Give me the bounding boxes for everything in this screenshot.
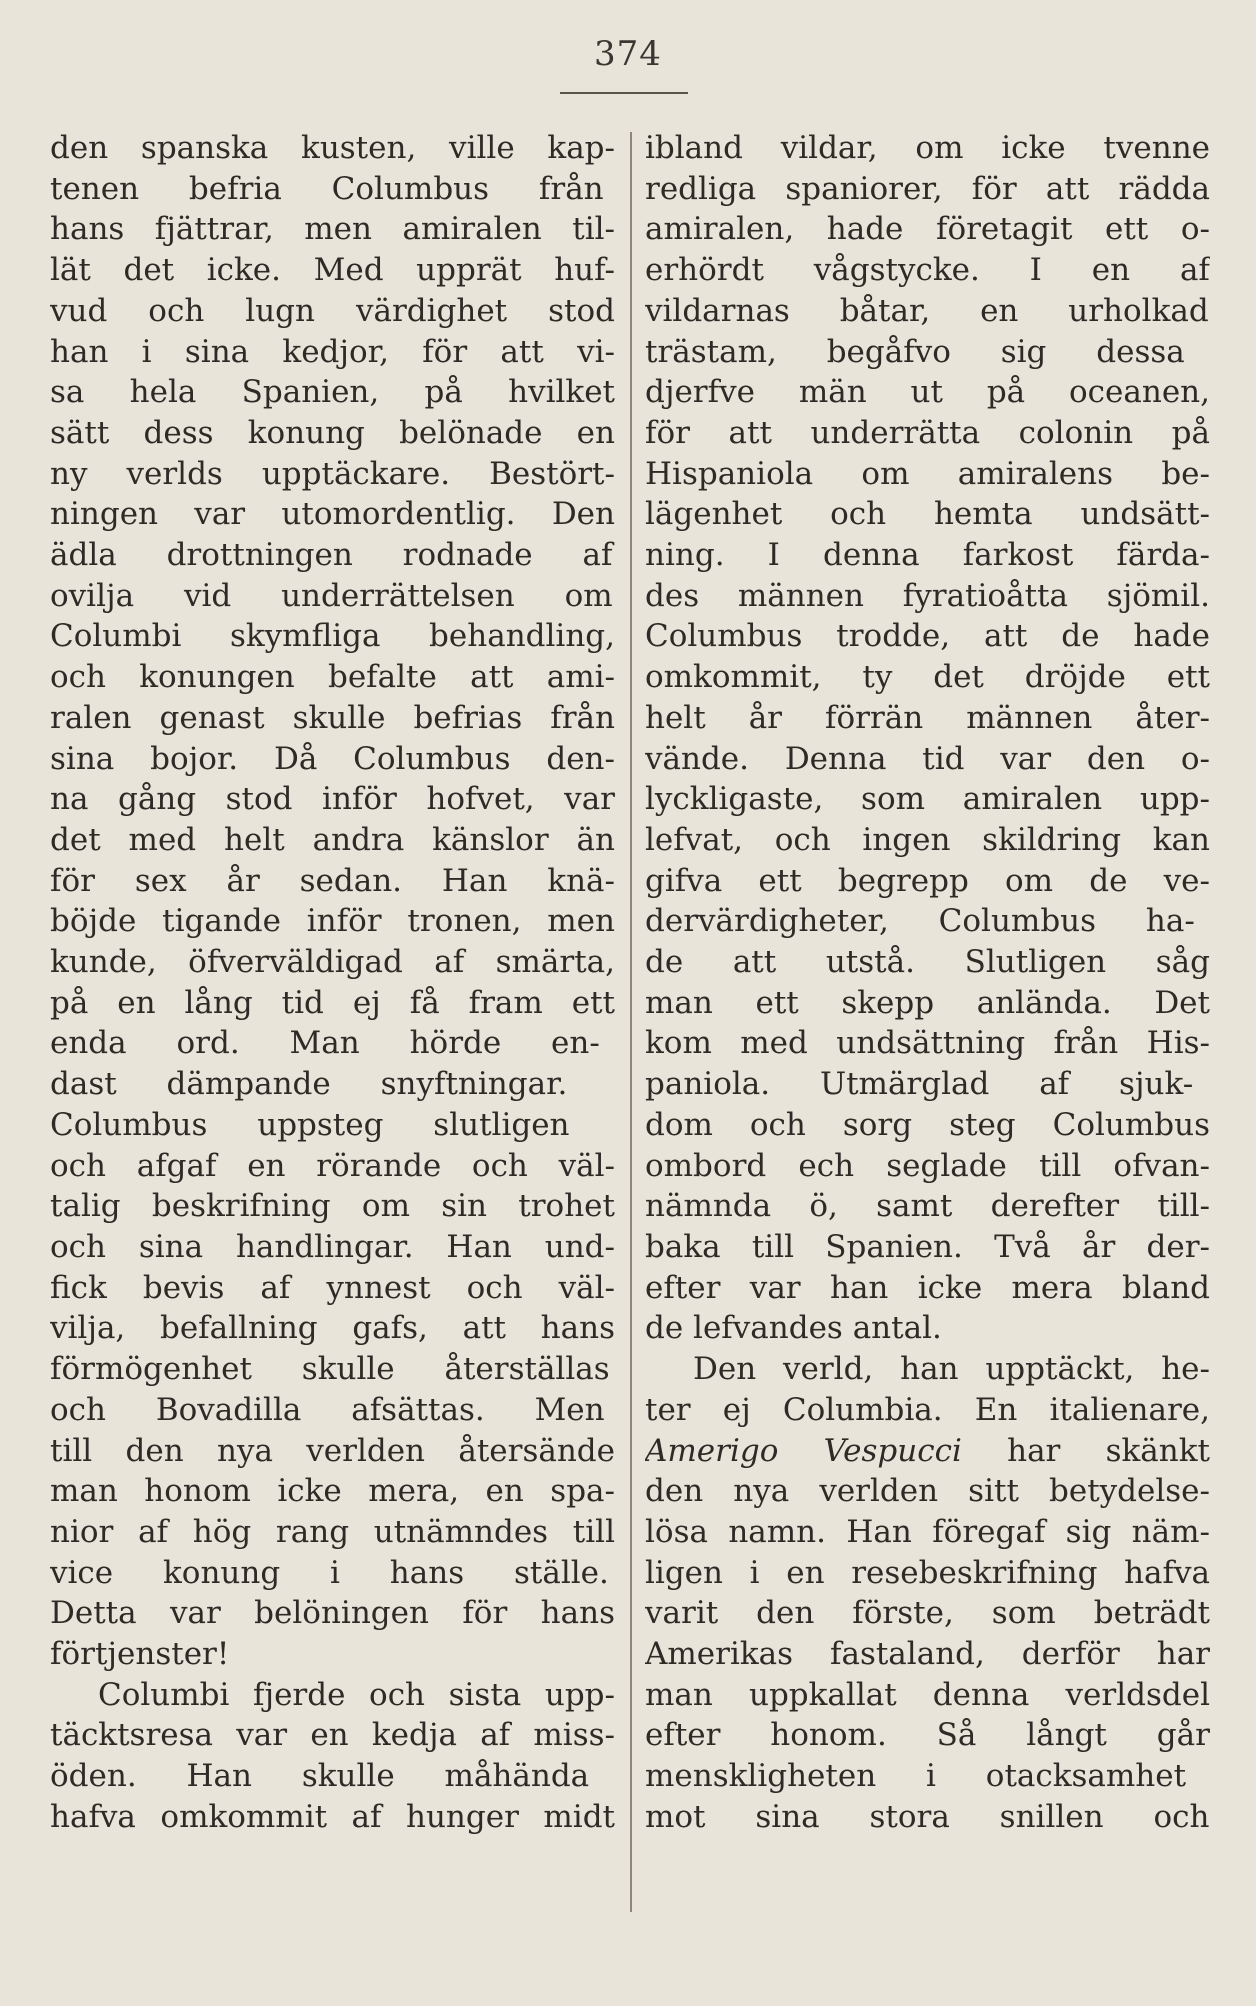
text-line: vildarnas båtar, en urholkad [645, 292, 1209, 329]
text-line: trästam, begåfvo sig dessa [645, 333, 1185, 370]
text-line: menskligheten i otacksamhet [645, 1758, 1187, 1795]
text-line: efter honom. Så långt går [645, 1717, 1210, 1754]
text-line: kunde, öfverväldigad af smärta, [50, 944, 615, 981]
text-line: vud och lugn värdighet stod [50, 292, 615, 329]
text-line: des männen fyratioåtta sjömil. [645, 577, 1210, 614]
text-line: sätt dess konung belönade en [50, 414, 615, 451]
text-line: Amerikas fastaland, derför har [645, 1636, 1210, 1673]
text-line: och Bovadilla afsättas. Men [50, 1391, 605, 1428]
text-line: nior af hög rang utnämndes till [50, 1513, 615, 1550]
text-line: och sina handlingar. Han und- [50, 1228, 615, 1265]
text-line: täcktsresa var en kedja af miss- [50, 1717, 615, 1754]
text-line: till den nya verlden återsände [50, 1432, 615, 1469]
text-line: ning. I denna farkost färda- [645, 537, 1210, 574]
text-line: varit den förste, som beträdt [645, 1595, 1210, 1632]
text-line: ningen var utomordentlig. Den [50, 496, 615, 533]
text-line: öden. Han skulle måhända [50, 1758, 590, 1795]
text-line: ovilja vid underrättelsen om [50, 577, 613, 614]
text-line: kom med undsättning från His- [645, 1025, 1210, 1062]
text-line: man uppkallat denna verldsdel [645, 1676, 1210, 1713]
text-line: efter var han icke mera bland [645, 1269, 1210, 1306]
text-line: baka till Spanien. Två år der- [645, 1228, 1210, 1265]
page-number: 374 [594, 34, 662, 74]
text-line: vände. Denna tid var den o- [645, 740, 1210, 777]
text-line: de lefvandes antal. [645, 1310, 942, 1347]
text-line: lösa namn. Han föregaf sig näm- [645, 1513, 1210, 1550]
text-line: Detta var belöningen för hans [50, 1595, 615, 1632]
text-line: vice konung i hans ställe. [50, 1554, 609, 1591]
text-line: paniola. Utmärglad af sjuk- [645, 1066, 1194, 1103]
text-line: amiralen, hade företagit ett o- [645, 211, 1210, 248]
text-line: ombord ech seglade till ofvan- [645, 1147, 1210, 1184]
text-line: tenen befria Columbus från [50, 170, 604, 207]
text-line: dom och sorg steg Columbus [645, 1106, 1210, 1143]
text-line: redliga spaniorer, för att rädda [645, 170, 1210, 207]
column-divider [630, 132, 632, 1912]
text-line: förtjenster! [50, 1636, 230, 1673]
text-line: förmögenhet skulle återställas [50, 1351, 610, 1388]
text-line: lyckligaste, som amiralen upp- [645, 781, 1210, 818]
text-line: ny verlds upptäckare. Bestört- [50, 455, 615, 492]
left-text-column [50, 128, 615, 1928]
right-text-column [645, 128, 1210, 1928]
text-line: han i sina kedjor, för att vi- [50, 333, 615, 370]
text-line: mot sina stora snillen och [645, 1798, 1210, 1835]
text-line: fick bevis af ynnest och väl- [50, 1269, 615, 1306]
text-line: Columbi fjerde och sista upp- [98, 1676, 615, 1713]
text-line: Columbus trodde, att de hade [645, 618, 1210, 655]
text-line: nämnda ö, samt derefter till- [645, 1188, 1210, 1225]
text-line: lägenhet och hemta undsätt- [645, 496, 1210, 533]
text-line: ralen genast skulle befrias från [50, 699, 615, 736]
text-line: talig beskrifning om sin trohet [50, 1188, 615, 1225]
text-line: Columbus uppsteg slutligen [50, 1106, 570, 1143]
text-line: hans fjättrar, men amiralen til- [50, 211, 615, 248]
text-line: på en lång tid ej få fram ett [50, 984, 615, 1021]
text-line: den spanska kusten, ville kap- [50, 130, 615, 166]
text-line: dast dämpande snyftningar. [50, 1066, 568, 1103]
text-line: ligen i en resebeskrifning hafva [645, 1554, 1210, 1591]
text-line: för sex år sedan. Han knä- [50, 862, 615, 899]
text-line: lät det icke. Med upprät huf- [50, 252, 615, 289]
text-line: Amerigo Vespucci har skänkt [645, 1432, 1210, 1469]
text-line: Columbi skymfliga behandling, [50, 618, 615, 655]
text-line: de att utstå. Slutligen såg [645, 944, 1210, 981]
text-line: gifva ett begrepp om de ve- [645, 862, 1210, 899]
text-line: sa hela Spanien, på hvilket [50, 374, 615, 411]
text-line: dervärdigheter, Columbus ha- [645, 903, 1195, 940]
text-line: hafva omkommit af hunger midt [50, 1798, 615, 1835]
text-line: man honom icke mera, en spa- [50, 1473, 615, 1510]
text-line: enda ord. Man hörde en- [50, 1025, 600, 1062]
text-line: ter ej Columbia. En italienare, [645, 1391, 1210, 1428]
text-line: na gång stod inför hofvet, var [50, 781, 615, 818]
text-line: ibland vildar, om icke tvenne [645, 130, 1210, 166]
text-line: det med helt andra känslor än [50, 821, 615, 858]
text-line: och afgaf en rörande och väl- [50, 1147, 615, 1184]
text-line: Den verld, han upptäckt, he- [693, 1351, 1210, 1388]
text-line: djerfve män ut på oceanen, [645, 374, 1210, 411]
text-line: den nya verlden sitt betydelse- [645, 1473, 1210, 1510]
text-line: omkommit, ty det dröjde ett [645, 659, 1210, 696]
text-line: lefvat, och ingen skildring kan [645, 821, 1210, 858]
text-line: böjde tigande inför tronen, men [50, 903, 615, 940]
text-line: man ett skepp anlända. Det [645, 984, 1210, 1021]
text-line: sina bojor. Då Columbus den- [50, 740, 615, 777]
text-line: helt år förrän männen åter- [645, 699, 1210, 736]
text-line: vilja, befallning gafs, att hans [50, 1310, 615, 1347]
header-rule [560, 92, 688, 94]
italic-name: Amerigo Vespucci [645, 1432, 962, 1469]
text-line: och konungen befalte att ami- [50, 659, 615, 696]
text-line: för att underrätta colonin på [645, 414, 1210, 451]
text-line: erhördt vågstycke. I en af [645, 252, 1210, 289]
text-line: Hispaniola om amiralens be- [645, 455, 1210, 492]
text-line: ädla drottningen rodnade af [50, 537, 613, 574]
